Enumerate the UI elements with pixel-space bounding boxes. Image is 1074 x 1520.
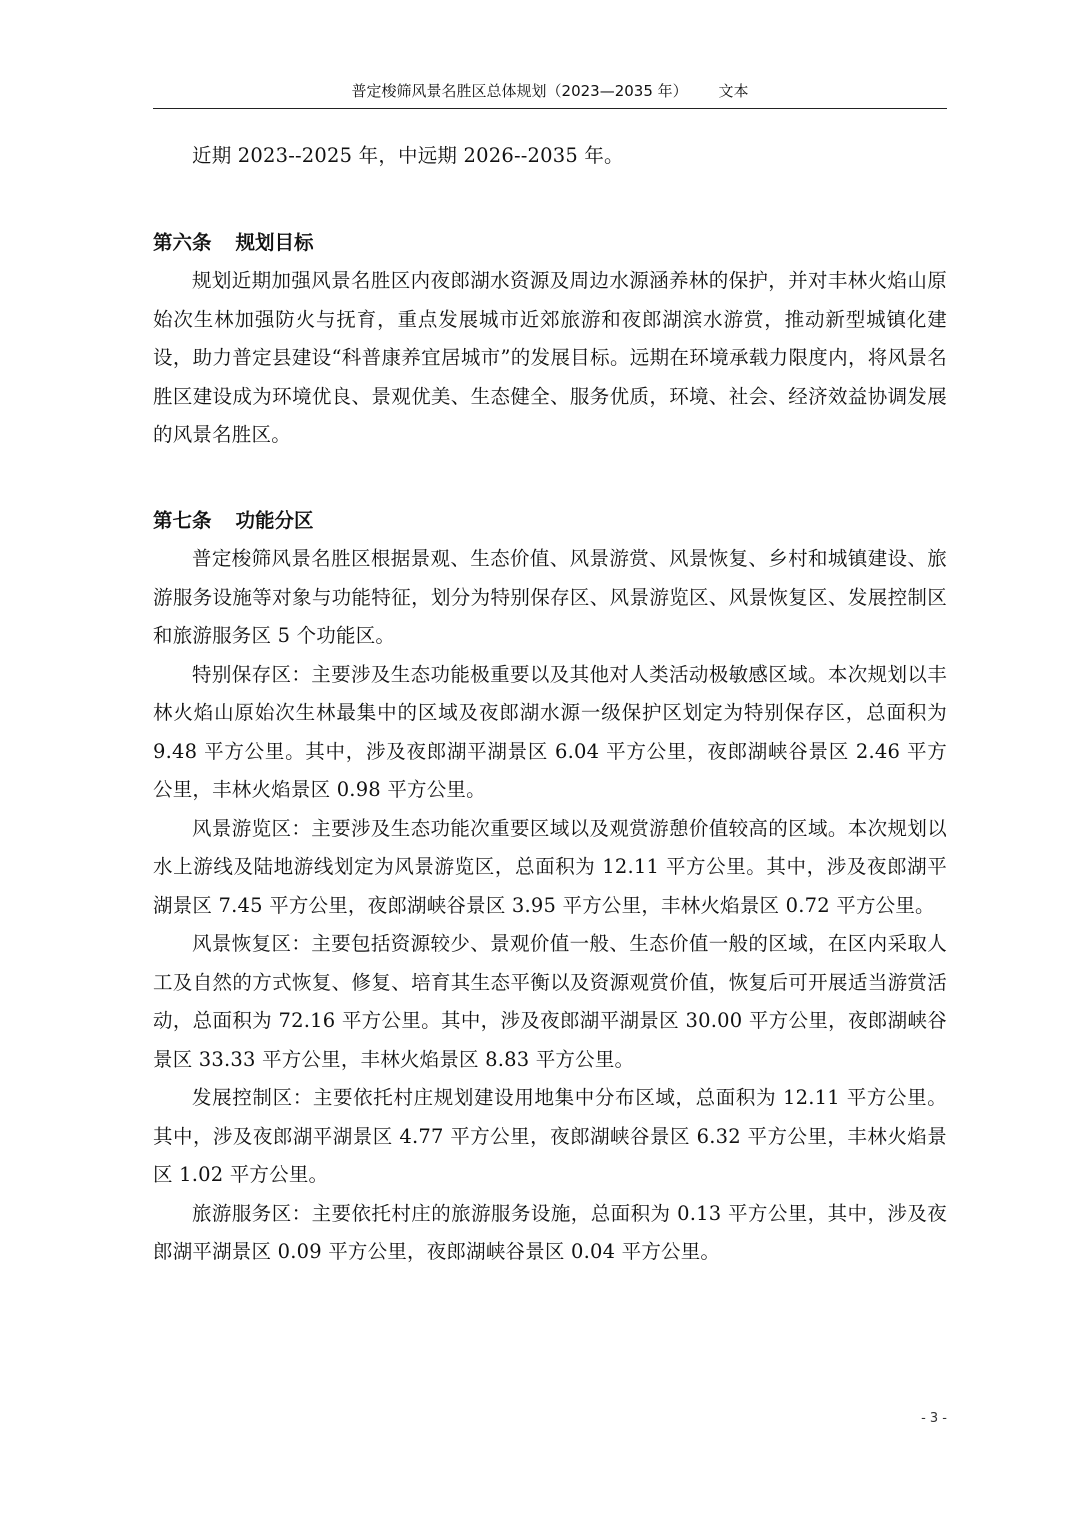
tourism-service-zone-paragraph: 旅游服务区：主要依托村庄的旅游服务设施，总面积为 0.13 平方公里，其中，涉及夜郎湖平湖景区 0.09 平方公里，夜郎湖峡谷景区 0.04 平方公里。 bbox=[153, 1201, 947, 1263]
spacer bbox=[153, 455, 947, 502]
article-7-heading bbox=[153, 502, 947, 541]
scenic-touring-zone-paragraph: 风景游览区：主要涉及生态功能次重要区域以及观赏游憩价值较高的区域。本次规划以水上游线及陆地游线划定为风景游览区，总面积为 12.11 平方公里。其中，涉及夜郎湖平湖景区 7.45 平方公里，夜郎湖峡谷景区 3.95 平方公里，丰林火焰景区 0.72 平方公里。 bbox=[153, 816, 947, 917]
article-7-title: 功能分区 bbox=[235, 508, 314, 532]
article-6-number: 第六条 bbox=[153, 230, 212, 254]
document-subtitle: 文本 bbox=[718, 82, 749, 100]
article-6-heading bbox=[153, 224, 947, 263]
development-control-zone-paragraph: 发展控制区：主要依托村庄规划建设用地集中分布区域，总面积为 12.11 平方公里。其中，涉及夜郎湖平湖景区 4.77 平方公里，夜郎湖峡谷景区 6.32 平方公里，丰林火焰景区 1.02 平方公里。 bbox=[153, 1086, 947, 1186]
planning-period-text: 近期 2023--2025 年，中远期 2026--2035 年。 bbox=[192, 144, 624, 167]
page-body bbox=[153, 137, 947, 1272]
special-preservation-zone-paragraph: 特别保存区：主要涉及生态功能极重要以及其他对人类活动极敏感区域。本次规划以丰林火焰山原始次生林最集中的区域及夜郎湖水源一级保护区划定为特别保存区，总面积为 9.48 平方公里。其中，涉及夜郎湖平湖景区 6.04 平方公里，夜郎湖峡谷景区 2.46 平方公里，丰林火焰景区 0.98 平方公里。 bbox=[153, 662, 947, 801]
document-title: 普定梭筛风景名胜区总体规划（2023—2035 年） bbox=[351, 82, 688, 100]
page-number: - 3 - bbox=[921, 1411, 947, 1426]
article-7-number: 第七条 bbox=[153, 508, 212, 532]
article-6-title: 规划目标 bbox=[235, 230, 314, 254]
article-7-intro-paragraph: 普定梭筛风景名胜区根据景观、生态价值、风景游赏、风景恢复、乡村和城镇建设、旅游服务设施等对象与功能特征，划分为特别保存区、风景游览区、风景恢复区、发展控制区和旅游服务区 5 个功能区。 bbox=[153, 547, 947, 647]
article-6-paragraph: 规划近期加强风景名胜区内夜郎湖水资源及周边水源涵养林的保护，并对丰林火焰山原始次生林加强防火与抚育，重点发展城市近郊旅游和夜郎湖滨水游赏，推动新型城镇化建设，助力普定县建设“科普康养宜居城市”的发展目标。远期在环境承载力限度内，将风景名胜区建设成为环境优良、景观优美、生态健全、服务优质，环境、社会、经济效益协调发展的风景名胜区。 bbox=[153, 269, 947, 446]
scenic-restoration-zone-paragraph: 风景恢复区：主要包括资源较少、景观价值一般、生态价值一般的区域，在区内采取人工及自然的方式恢复、修复、培育其生态平衡以及资源观赏价值，恢复后可开展适当游赏活动，总面积为 72.16 平方公里。其中，涉及夜郎湖平湖景区 30.00 平方公里，夜郎湖峡谷景区 33.33 平方公里，丰林火焰景区 8.83 平方公里。 bbox=[153, 932, 947, 1071]
page-header bbox=[153, 80, 947, 109]
spacer bbox=[153, 176, 947, 224]
